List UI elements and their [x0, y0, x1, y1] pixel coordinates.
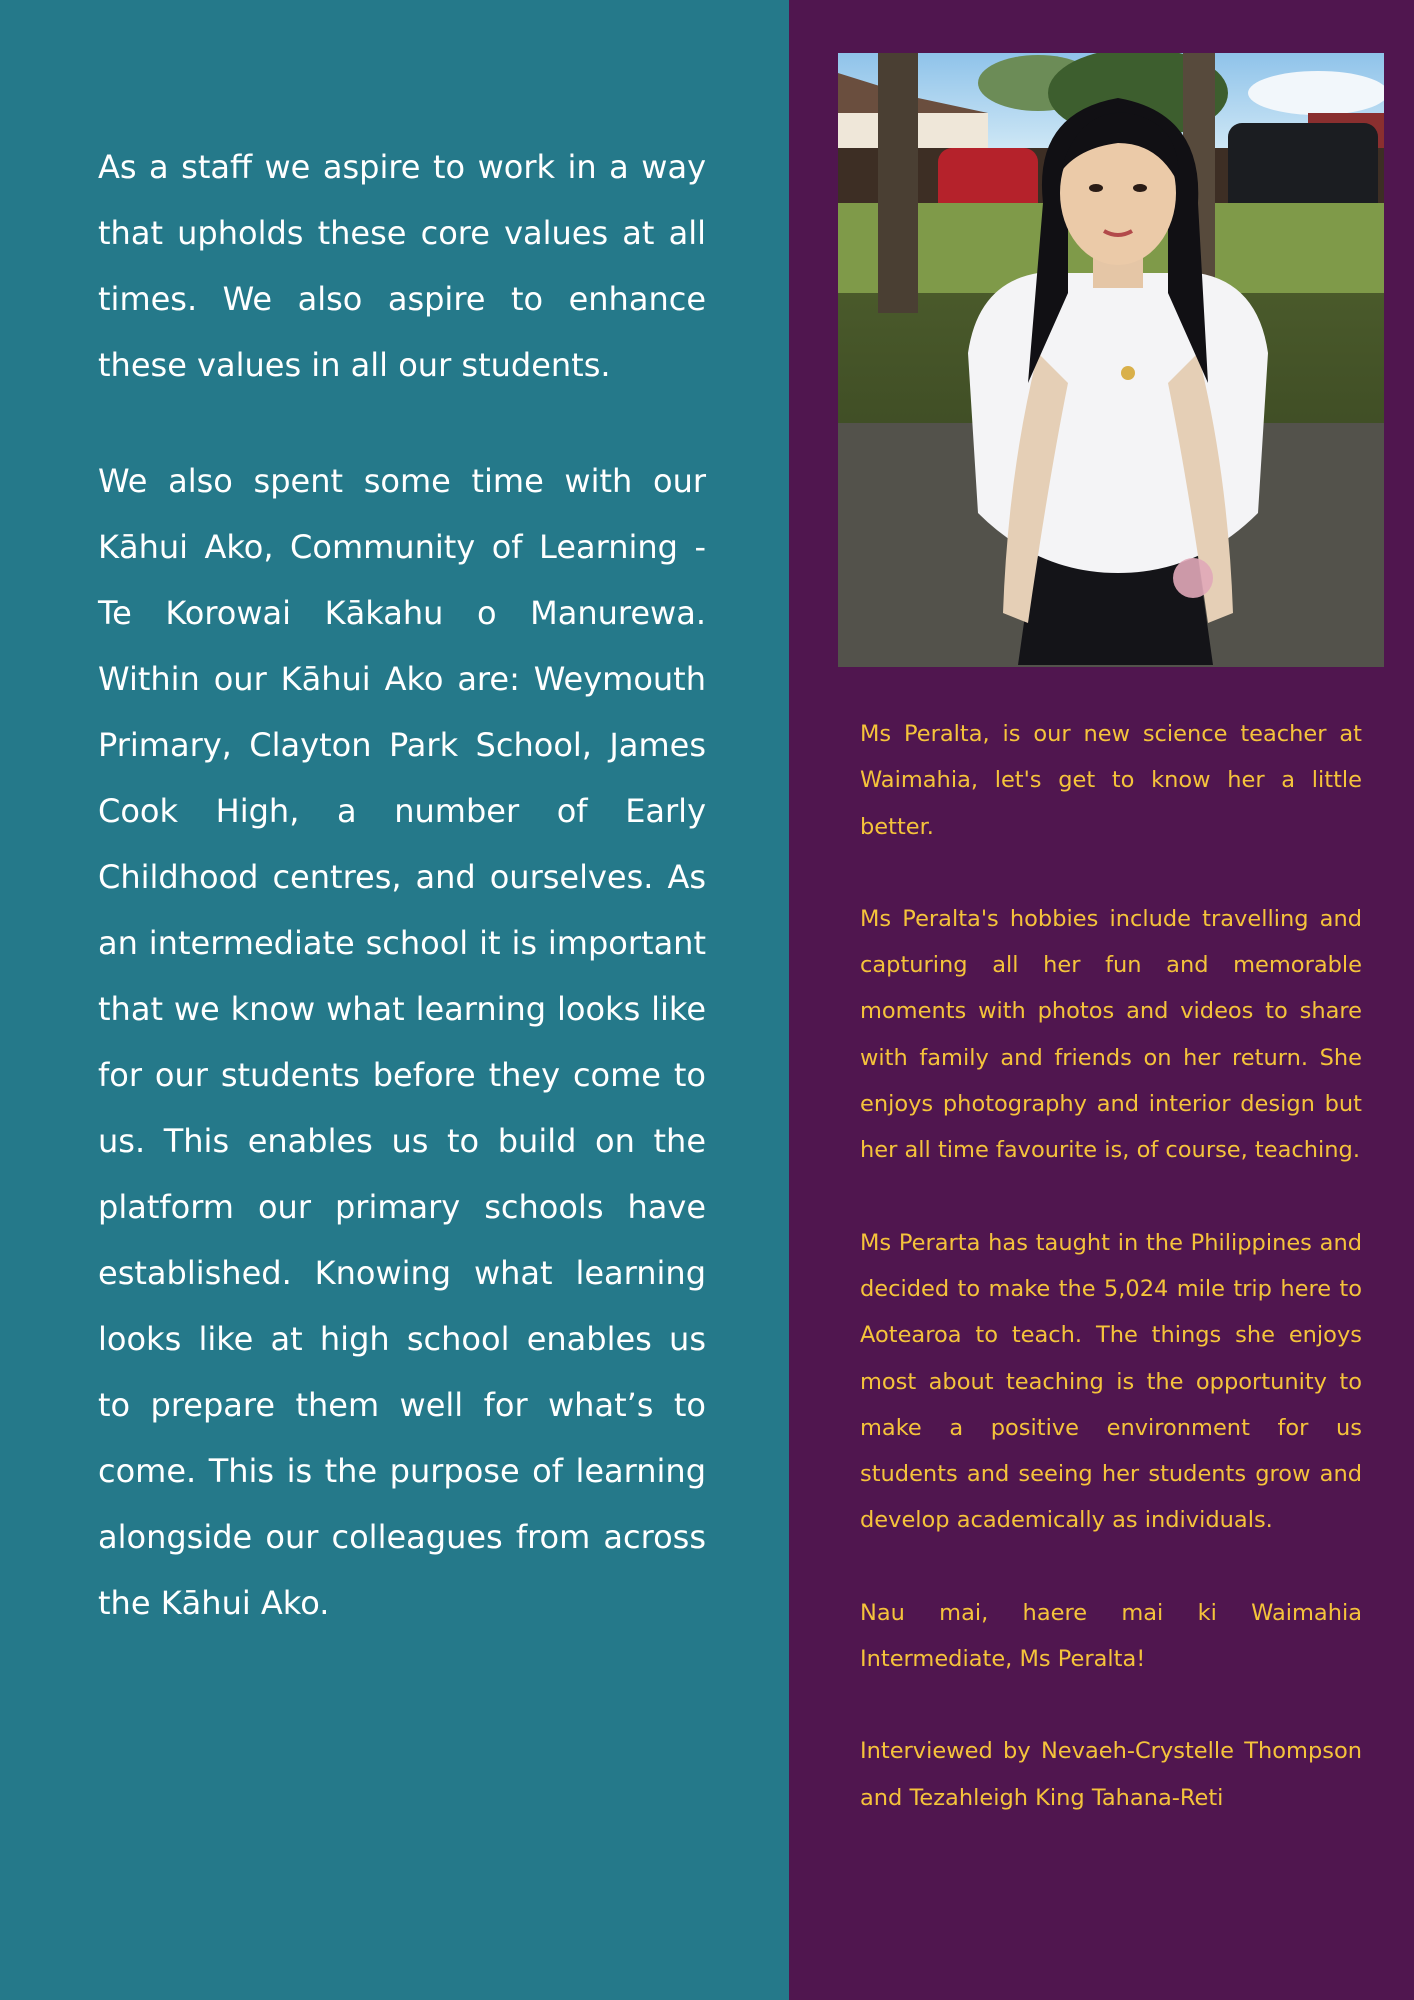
interviewer-credit: Interviewed by Nevaeh-Crystelle Thompson and Tezahleigh King Tahana-Reti [860, 1738, 1362, 1811]
welcome-paragraph: Nau mai, haere mai ki Waimahia Intermediate, Ms Peralta! [860, 1599, 1362, 1673]
teacher-portrait-photo [838, 53, 1384, 667]
right-article-text [860, 711, 1362, 1821]
hobbies-paragraph: Ms Peralta's hobbies include travelling and capturing all her fun and memorable moments with photos and videos to share with family and friends on her return. She enjoys photography and interior design but her all time favourite is, of course, teaching. [860, 905, 1362, 1164]
intro-paragraph: Ms Peralta, is our new science teacher at Waimahia, let's get to know her a little better. [860, 721, 1362, 840]
teacher-portrait-illustration [838, 53, 1384, 667]
left-article-text [98, 134, 706, 1636]
teaching-paragraph: Ms Perarta has taught in the Philippines and decided to make the 5,024 mile trip here to Aotearoa to teach. The things she enjoys most about teaching is the opportunity to make a positive environment for us students and seeing her students grow and develop academically as individuals. [860, 1229, 1362, 1534]
left-paragraph-values: As a staff we aspire to work in a way that upholds these core values at all times. We also aspire to enhance these values in all our students. [98, 148, 706, 384]
left-paragraph-kahui-ako: We also spent some time with our Kāhui Ako, Community of Learning - Te Korowai Kākahu o Manurewa. Within our Kāhui Ako are: Weymouth Primary, Clayton Park School, James Cook High, a number of Early Childhood centres, and ourselves. As an intermediate school it is important that we know what learning looks like for our students before they come to us. This enables us to build on the platform our primary schools have established. Knowing what learning looks like at high school enables us to prepare them well for what’s to come. This is the purpose of learning alongside our colleagues from across the Kāhui Ako. [98, 462, 706, 1622]
